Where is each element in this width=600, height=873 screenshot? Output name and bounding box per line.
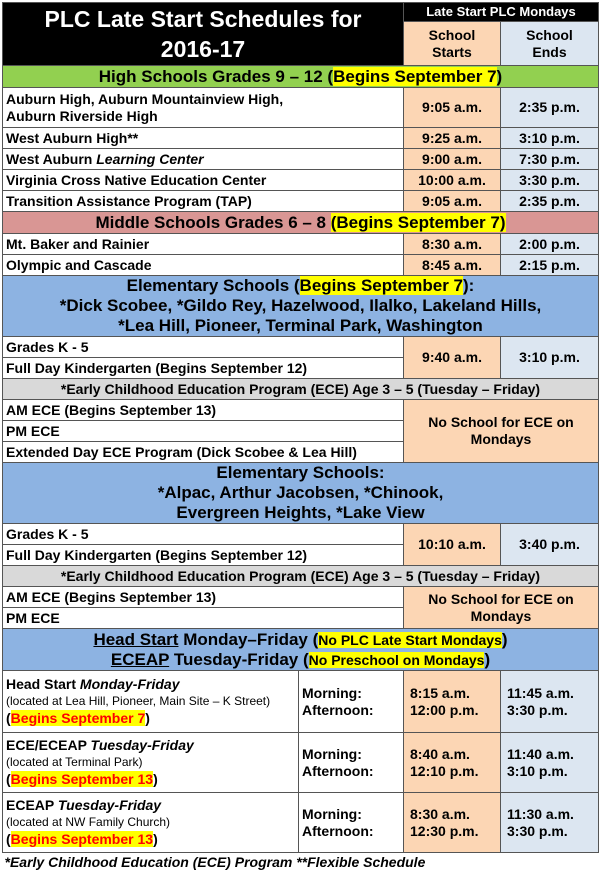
end-time: 2:35 p.m.: [501, 88, 599, 128]
ece-am: AM ECE (Begins September 13): [3, 400, 404, 421]
start-time: 8:30 a.m.: [404, 234, 501, 255]
grade-label: Grades K - 5: [3, 337, 404, 358]
school-name: West Auburn High**: [3, 128, 404, 149]
elementary-schools-heading-2: Elementary Schools: *Alpac, Arthur Jacobsen, *Chinook, Evergreen Heights, *Lake View: [3, 463, 599, 524]
schedule-table: [2, 2, 599, 873]
school-name: Auburn High, Auburn Mountainview High, Auburn Riverside High: [3, 88, 404, 128]
start-time: 9:25 a.m.: [404, 128, 501, 149]
school-name: West Auburn Learning Center: [3, 149, 404, 170]
grade-label: Grades K - 5: [3, 524, 404, 545]
no-school-ece: No School for ECE on Mondays: [404, 587, 599, 629]
program-name: ECE/ECEAP Tuesday-Friday (located at Terminal Park) (Begins September 13): [3, 733, 299, 793]
start-times: 8:40 a.m. 12:10 p.m.: [404, 733, 501, 793]
end-time: 7:30 p.m.: [501, 149, 599, 170]
school-name: Virginia Cross Native Education Center: [3, 170, 404, 191]
ece-heading: *Early Childhood Education Program (ECE) Age 3 – 5 (Tuesday – Friday): [3, 379, 599, 400]
late-start-header: Late Start PLC Mondays: [404, 3, 599, 22]
session-labels: Morning: Afternoon:: [299, 733, 404, 793]
end-times: 11:40 a.m. 3:10 p.m.: [501, 733, 599, 793]
col-school-starts: School Starts: [404, 22, 501, 66]
session-labels: Morning: Afternoon:: [299, 671, 404, 733]
col-school-ends: School Ends: [501, 22, 599, 66]
start-times: 8:30 a.m. 12:30 p.m.: [404, 793, 501, 853]
session-labels: Morning: Afternoon:: [299, 793, 404, 853]
start-time: 9:05 a.m.: [404, 88, 501, 128]
end-times: 11:45 a.m. 3:30 p.m.: [501, 671, 599, 733]
start-time: 8:45 a.m.: [404, 255, 501, 276]
end-time: 2:35 p.m.: [501, 191, 599, 212]
page-title: PLC Late Start Schedules for 2016-17: [3, 3, 404, 66]
ece-extended: Extended Day ECE Program (Dick Scobee & Lea Hill): [3, 442, 404, 463]
school-name: Mt. Baker and Rainier: [3, 234, 404, 255]
ece-pm: PM ECE: [3, 608, 404, 629]
kindergarten-label: Full Day Kindergarten (Begins September 12): [3, 545, 404, 566]
elementary-schools-heading: Elementary Schools (Begins September 7): *Dick Scobee, *Gildo Rey, Hazelwood, Ilalko, Lakeland Hills, *Lea Hill, Pioneer, Terminal Park, Washington: [3, 276, 599, 337]
high-schools-heading: High Schools Grades 9 – 12 (Begins September 7): [3, 66, 599, 88]
start-times: 8:15 a.m. 12:00 p.m.: [404, 671, 501, 733]
start-time: 10:10 a.m.: [404, 524, 501, 566]
end-time: 3:10 p.m.: [501, 128, 599, 149]
footnote: *Early Childhood Education (ECE) Program **Flexible Schedule: [4, 854, 426, 871]
end-time: 3:40 p.m.: [501, 524, 599, 566]
start-time: 9:40 a.m.: [404, 337, 501, 379]
end-time: 2:15 p.m.: [501, 255, 599, 276]
end-time: 3:10 p.m.: [501, 337, 599, 379]
end-time: 2:00 p.m.: [501, 234, 599, 255]
start-time: 10:00 a.m.: [404, 170, 501, 191]
end-times: 11:30 a.m. 3:30 p.m.: [501, 793, 599, 853]
start-time: 9:05 a.m.: [404, 191, 501, 212]
ece-am: AM ECE (Begins September 13): [3, 587, 404, 608]
end-time: 3:30 p.m.: [501, 170, 599, 191]
program-name: Head Start Monday-Friday (located at Lea Hill, Pioneer, Main Site – K Street) (Begins September 7): [3, 671, 299, 733]
middle-schools-heading: Middle Schools Grades 6 – 8 (Begins September 7): [3, 212, 599, 234]
ece-heading: *Early Childhood Education Program (ECE) Age 3 – 5 (Tuesday – Friday): [3, 566, 599, 587]
no-school-ece: No School for ECE on Mondays: [404, 400, 599, 463]
school-name: Transition Assistance Program (TAP): [3, 191, 404, 212]
start-time: 9:00 a.m.: [404, 149, 501, 170]
head-start-heading: Head Start Monday–Friday (No PLC Late Start Mondays) ECEAP Tuesday-Friday (No Preschool on Mondays): [3, 629, 599, 671]
kindergarten-label: Full Day Kindergarten (Begins September 12): [3, 358, 404, 379]
program-name: ECEAP Tuesday-Friday (located at NW Family Church) (Begins September 13): [3, 793, 299, 853]
school-name: Olympic and Cascade: [3, 255, 404, 276]
ece-pm: PM ECE: [3, 421, 404, 442]
